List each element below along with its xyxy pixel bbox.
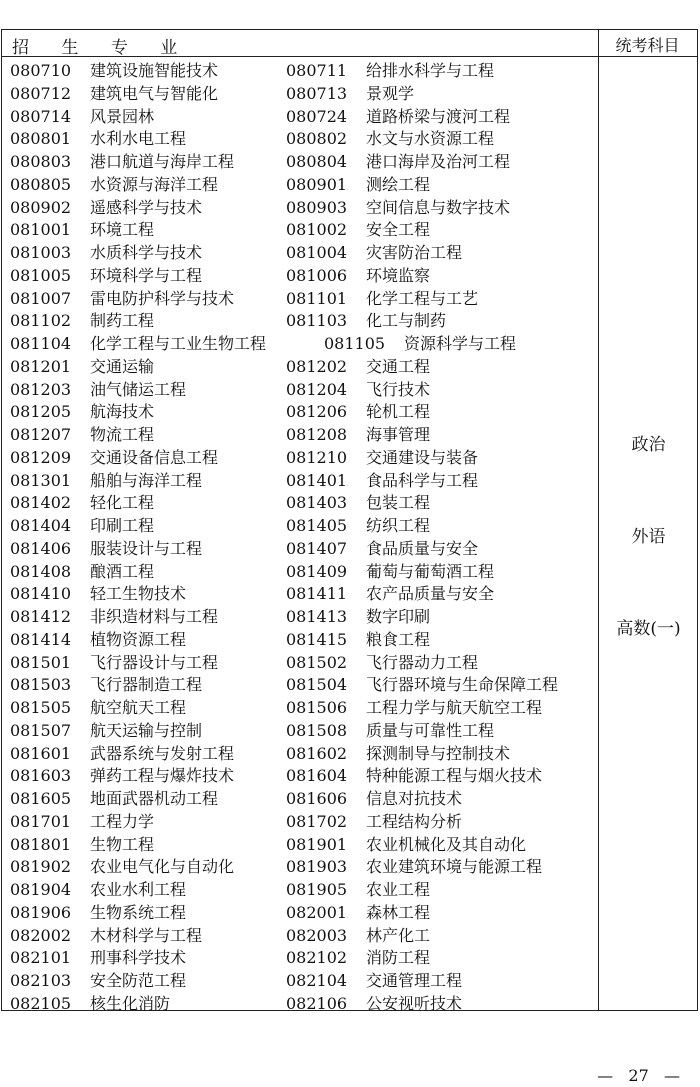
table-row <box>2 356 598 379</box>
major-name: 船舶与海洋工程 <box>90 470 203 490</box>
major-code: 080901 <box>286 174 348 194</box>
table-row <box>2 720 598 743</box>
major-name: 农业工程 <box>366 880 431 899</box>
major-code: 081508 <box>286 720 348 740</box>
major-code: 081702 <box>286 811 348 831</box>
major-name: 水文与水资源工程 <box>366 129 495 149</box>
major-code: 081208 <box>286 425 348 444</box>
major-name: 交通管理工程 <box>366 971 463 990</box>
major-name: 食品科学与工程 <box>366 470 479 490</box>
major-code: 081503 <box>10 675 72 695</box>
major-name: 地面武器机动工程 <box>90 789 219 808</box>
major-code: 081604 <box>286 766 348 786</box>
major-code: 081102 <box>10 311 72 331</box>
major-code: 081103 <box>286 311 348 331</box>
major-name: 服装设计与工程 <box>90 538 203 558</box>
major-code: 081902 <box>10 857 72 877</box>
major-name: 灾害防治工程 <box>366 243 463 262</box>
major-code: 081205 <box>10 402 72 422</box>
table-row <box>2 515 598 538</box>
major-code: 081201 <box>10 356 72 376</box>
major-name: 飞行器制造工程 <box>90 675 203 695</box>
major-code: 081801 <box>10 834 72 854</box>
major-name: 食品质量与安全 <box>366 538 479 558</box>
major-name: 公安视听技术 <box>366 993 463 1013</box>
major-name: 交通运输 <box>90 356 155 376</box>
major-name: 环境工程 <box>90 220 155 240</box>
major-code: 081002 <box>286 220 348 240</box>
major-name: 飞行技术 <box>366 379 431 399</box>
major-code: 081005 <box>10 265 72 285</box>
table-row <box>2 765 598 788</box>
major-code: 081402 <box>10 493 72 513</box>
table-row <box>2 583 598 606</box>
major-code: 081904 <box>10 880 72 899</box>
major-code: 081905 <box>286 880 348 899</box>
major-code: 081006 <box>286 265 348 285</box>
major-name: 道路桥梁与渡河工程 <box>366 106 511 126</box>
major-name: 港口航道与海岸工程 <box>90 152 235 171</box>
major-name: 资源科学与工程 <box>404 334 517 353</box>
major-name: 雷电防护科学与技术 <box>90 288 235 308</box>
major-code: 081007 <box>10 288 72 308</box>
major-code: 080902 <box>10 197 72 217</box>
table-row <box>2 925 598 948</box>
major-name: 空间信息与数字技术 <box>366 197 511 217</box>
major-code: 081202 <box>286 356 348 376</box>
major-name: 轻工生物技术 <box>90 584 187 604</box>
table-row <box>2 424 598 447</box>
major-code: 080710 <box>10 61 72 80</box>
major-name: 消防工程 <box>366 948 431 968</box>
major-name: 化工与制药 <box>366 311 447 331</box>
major-code: 081903 <box>286 857 348 877</box>
table-row <box>2 379 598 402</box>
major-name: 信息对抗技术 <box>366 789 463 808</box>
major-code: 080802 <box>286 129 348 149</box>
major-name: 弹药工程与爆炸技术 <box>90 766 235 786</box>
table-row <box>2 288 598 311</box>
table-row <box>2 834 598 857</box>
table-row <box>2 902 598 925</box>
table-row <box>2 151 598 174</box>
major-name: 交通工程 <box>366 356 431 376</box>
table-row <box>2 970 598 993</box>
major-code: 081403 <box>286 493 348 513</box>
major-name: 酿酒工程 <box>90 561 155 581</box>
major-name: 环境监察 <box>366 265 431 285</box>
major-code: 080805 <box>10 174 72 194</box>
page-number: — 27 — <box>597 1066 680 1085</box>
major-name: 航海技术 <box>90 402 155 422</box>
major-name: 植物资源工程 <box>90 629 187 649</box>
major-name: 遥感科学与技术 <box>90 197 203 217</box>
table-row <box>2 242 598 265</box>
major-name: 林产化工 <box>366 925 431 945</box>
major-name: 武器系统与发射工程 <box>90 743 235 763</box>
major-code: 082002 <box>10 925 72 945</box>
major-name: 航天运输与控制 <box>90 720 203 740</box>
major-name: 安全工程 <box>366 220 431 240</box>
major-code: 081502 <box>286 652 348 672</box>
major-name: 木材科学与工程 <box>90 925 203 945</box>
major-code: 081506 <box>286 698 348 717</box>
major-name: 油气储运工程 <box>90 379 187 399</box>
major-name: 飞行器动力工程 <box>366 652 479 672</box>
major-code: 081901 <box>286 834 348 854</box>
major-name: 化学工程与工业生物工程 <box>90 334 267 353</box>
major-code: 081207 <box>10 425 72 444</box>
major-name: 交通建设与装备 <box>366 447 479 467</box>
major-code: 081210 <box>286 447 348 467</box>
major-code: 081606 <box>286 789 348 808</box>
major-code: 082106 <box>286 993 348 1013</box>
major-name: 海事管理 <box>366 425 431 444</box>
major-code: 082105 <box>10 993 72 1013</box>
major-name: 质量与可靠性工程 <box>366 720 495 740</box>
subject-math: 高数(一) <box>616 619 681 639</box>
major-code: 081104 <box>10 334 72 353</box>
major-code: 081105 <box>324 334 386 353</box>
major-name: 建筑设施智能技术 <box>90 61 219 80</box>
table-row <box>2 333 598 356</box>
major-name: 工程结构分析 <box>366 811 463 831</box>
major-code: 081906 <box>10 902 72 922</box>
table-row <box>2 629 598 652</box>
header-subjects: 统考科目 <box>615 36 680 55</box>
table-row <box>2 470 598 493</box>
major-code: 081411 <box>286 584 348 604</box>
major-name: 航空航天工程 <box>90 698 187 717</box>
major-code: 081209 <box>10 447 72 467</box>
table-row <box>2 811 598 834</box>
table-row <box>2 447 598 470</box>
major-name: 给排水科学与工程 <box>366 61 495 80</box>
table-row <box>2 265 598 288</box>
table-row <box>2 674 598 697</box>
major-code: 080713 <box>286 83 348 103</box>
major-code: 082101 <box>10 948 72 968</box>
major-name: 水资源与海洋工程 <box>90 174 219 194</box>
major-name: 农业水利工程 <box>90 880 187 899</box>
major-code: 082102 <box>286 948 348 968</box>
major-name: 农业电气化与自动化 <box>90 857 235 877</box>
table-header <box>2 30 697 57</box>
table-row <box>2 561 598 584</box>
major-name: 农业机械化及其自动化 <box>366 834 527 854</box>
major-name: 特种能源工程与烟火技术 <box>366 766 543 786</box>
major-name: 安全防范工程 <box>90 971 187 990</box>
major-code: 081605 <box>10 789 72 808</box>
major-code: 081501 <box>10 652 72 672</box>
major-name: 交通设备信息工程 <box>90 447 219 467</box>
column-divider <box>598 30 599 1010</box>
table-row <box>2 788 598 811</box>
table-row <box>2 856 598 879</box>
major-name: 制药工程 <box>90 311 155 331</box>
major-code: 082103 <box>10 971 72 990</box>
table-row <box>2 128 598 151</box>
major-name: 工程力学与航天航空工程 <box>366 698 543 717</box>
major-name: 农业建筑环境与能源工程 <box>366 857 543 877</box>
major-code: 080804 <box>286 152 348 171</box>
major-code: 080724 <box>286 106 348 126</box>
table-row <box>2 174 598 197</box>
major-name: 粮食工程 <box>366 629 431 649</box>
major-name: 港口海岸及治河工程 <box>366 152 511 171</box>
table-row <box>2 879 598 902</box>
majors-table <box>1 29 698 1011</box>
major-code: 081413 <box>286 607 348 626</box>
subject-politics: 政治 <box>631 435 666 455</box>
major-code: 081401 <box>286 470 348 490</box>
major-code: 081204 <box>286 379 348 399</box>
major-code: 081001 <box>10 220 72 240</box>
major-name: 刑事科学技术 <box>90 948 187 968</box>
major-name: 非织造材料与工程 <box>90 607 219 626</box>
major-code: 081504 <box>286 675 348 695</box>
major-code: 081602 <box>286 743 348 763</box>
major-name: 核生化消防 <box>90 993 171 1013</box>
major-code: 081507 <box>10 720 72 740</box>
major-name: 物流工程 <box>90 425 155 444</box>
major-name: 农产品质量与安全 <box>366 584 495 604</box>
major-code: 081409 <box>286 561 348 581</box>
major-code: 081412 <box>10 607 72 626</box>
major-code: 081405 <box>286 516 348 535</box>
major-code: 081505 <box>10 698 72 717</box>
major-name: 飞行器设计与工程 <box>90 652 219 672</box>
table-row <box>2 947 598 970</box>
major-name: 生物工程 <box>90 834 155 854</box>
major-code: 080712 <box>10 83 72 103</box>
major-code: 080903 <box>286 197 348 217</box>
major-code: 081101 <box>286 288 348 308</box>
major-name: 生物系统工程 <box>90 902 187 922</box>
major-name: 包装工程 <box>366 493 431 513</box>
major-code: 080714 <box>10 106 72 126</box>
major-name: 轮机工程 <box>366 402 431 422</box>
header-major: 招 生 专 业 <box>12 38 178 58</box>
major-name: 测绘工程 <box>366 174 431 194</box>
major-code: 081406 <box>10 538 72 558</box>
major-code: 081701 <box>10 811 72 831</box>
major-code: 081410 <box>10 584 72 604</box>
major-code: 080711 <box>286 61 348 80</box>
major-name: 数字印刷 <box>366 607 431 626</box>
table-row <box>2 401 598 424</box>
major-name: 森林工程 <box>366 902 431 922</box>
table-row <box>2 197 598 220</box>
major-code: 081415 <box>286 629 348 649</box>
major-name: 水质科学与技术 <box>90 243 203 262</box>
major-name: 飞行器环境与生命保障工程 <box>366 675 559 695</box>
major-code: 081004 <box>286 243 348 262</box>
subject-foreign-language: 外语 <box>631 527 666 547</box>
major-code: 082003 <box>286 925 348 945</box>
table-row <box>2 697 598 720</box>
major-code: 082001 <box>286 902 348 922</box>
major-name: 印刷工程 <box>90 516 155 535</box>
major-name: 化学工程与工艺 <box>366 288 479 308</box>
table-row <box>2 310 598 333</box>
major-code: 081206 <box>286 402 348 422</box>
table-row <box>2 743 598 766</box>
major-code: 081301 <box>10 470 72 490</box>
major-code: 081408 <box>10 561 72 581</box>
table-row <box>2 492 598 515</box>
major-code: 081003 <box>10 243 72 262</box>
major-code: 081414 <box>10 629 72 649</box>
major-code: 081601 <box>10 743 72 763</box>
major-name: 葡萄与葡萄酒工程 <box>366 561 495 581</box>
major-code: 080801 <box>10 129 72 149</box>
table-row <box>2 219 598 242</box>
major-name: 轻化工程 <box>90 493 155 513</box>
table-row <box>2 106 598 129</box>
major-name: 环境科学与工程 <box>90 265 203 285</box>
major-name: 纺织工程 <box>366 516 431 535</box>
table-row <box>2 606 598 629</box>
major-code: 081407 <box>286 538 348 558</box>
major-code: 080803 <box>10 152 72 171</box>
major-code: 081203 <box>10 379 72 399</box>
majors-list <box>2 60 598 1016</box>
major-code: 082104 <box>286 971 348 990</box>
table-row <box>2 652 598 675</box>
table-row <box>2 538 598 561</box>
major-name: 景观学 <box>366 83 415 103</box>
major-name: 工程力学 <box>90 811 155 831</box>
major-name: 水利水电工程 <box>90 129 187 149</box>
table-row <box>2 60 598 83</box>
table-row <box>2 83 598 106</box>
major-name: 风景园林 <box>90 106 155 126</box>
major-name: 建筑电气与智能化 <box>90 83 219 103</box>
major-code: 081603 <box>10 766 72 786</box>
table-row <box>2 993 598 1016</box>
major-name: 探测制导与控制技术 <box>366 743 511 763</box>
major-code: 081404 <box>10 516 72 535</box>
